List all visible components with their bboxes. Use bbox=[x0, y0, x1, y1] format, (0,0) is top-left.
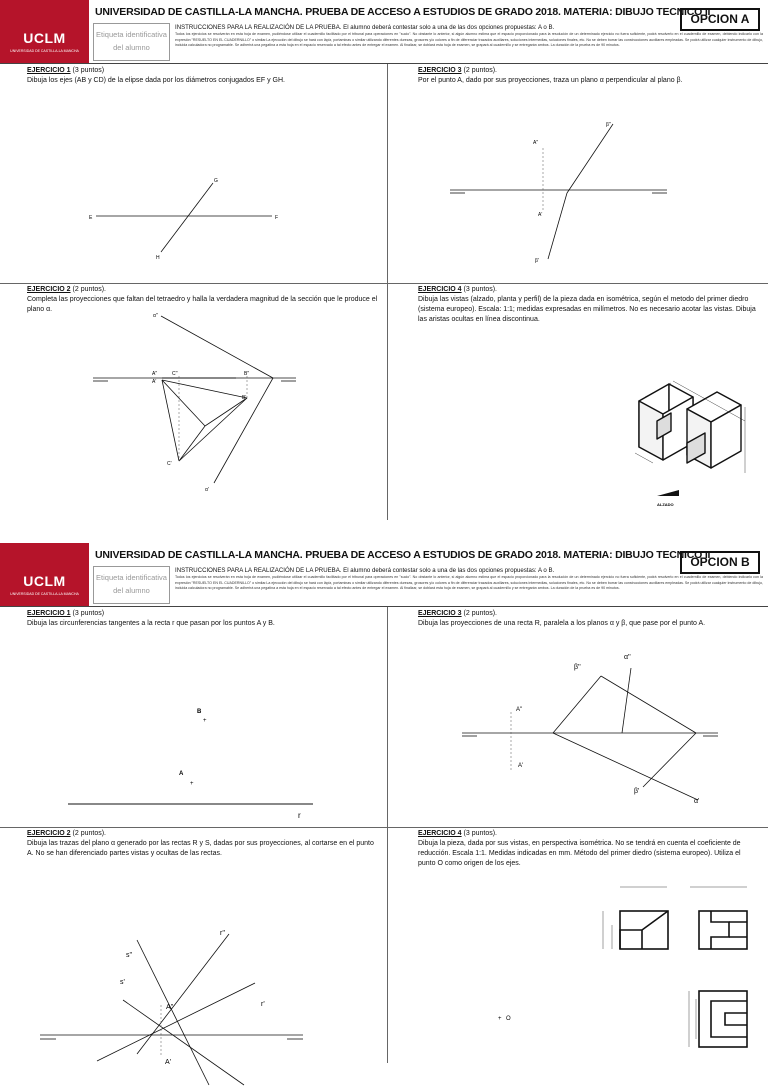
plane-traces-diagram bbox=[0, 827, 387, 1088]
uclm-logo bbox=[0, 543, 89, 606]
point-a1-label: A' bbox=[165, 1059, 172, 1066]
beta2-label: β'' bbox=[574, 664, 581, 671]
exercise-heading: EJERCICIO 2 bbox=[27, 830, 71, 837]
instructions-body: Todos los ejercicios se resolverán en esta hoja de examen, pudiéndose utilizar el cuadernillo facilitado por el tribunal para operaciones en "sucio". No obstante lo anterior, si algún alumno estima que el espacio proporcionado para la resolución de un determinado ejercicio no fuera suficiente, podrá resolverlo en el cuadernillo de examen, debiendo indicarlo con la expresión "RESUELTO EN EL CUADERNILLO" o similar.La ejecución del dibujo se hará con lápiz, portaminas o similar utilizando diferentes durezas, grosores y/o colores a fin de diferenciar trazados auxiliares, soluciones intermedias, soluciones finales, etc. No se deben borrar las construcciones auxiliares empleadas. Se podrá utilizar cualquier instrumento de dibujo, incluida calculadora no programable. Se adherirá una pegatina a esta hoja en el espacio reservado a tal efecto antes de entregar el examen. Al finalizar, se doblará esta hoja de examen, se grapará al cuadernillo y se entregarán ambos. La duración de la prueba es de 90 minutos. bbox=[175, 32, 763, 48]
tetrahedron-diagram bbox=[0, 283, 387, 520]
exercise-points: (3 puntos). bbox=[463, 286, 497, 293]
point-b1-label: B' bbox=[242, 395, 247, 401]
exam-title: UNIVERSIDAD DE CASTILLA-LA MANCHA. PRUEBA DE ACCESO A ESTUDIOS DE GRADO 2018. MATERIA: DIBUJO TECNICO II bbox=[95, 6, 711, 18]
alzado-arrow bbox=[657, 490, 679, 496]
exercise-points: (2 puntos). bbox=[463, 610, 497, 617]
alpha2-label: α'' bbox=[624, 654, 631, 661]
exercise-statement: Dibuja las trazas del plano α generado por las rectas R y S, dadas por sus proyecciones, al cortarse en el punto A. No se han diferenciado partes vistas y ocultas de las rectas. bbox=[27, 840, 374, 857]
plane-perpendicular-diagram bbox=[387, 64, 768, 283]
option-badge: OPCION A bbox=[680, 8, 760, 31]
origin-o-label: O bbox=[506, 1016, 511, 1022]
logo-text: UCLM bbox=[23, 573, 66, 589]
point-c1-label: C' bbox=[167, 461, 172, 467]
point-f-label: F bbox=[275, 215, 279, 221]
exercise-statement: Dibuja los ejes (AB y CD) de la elipse dada por los diámetros conjugados EF y GH. bbox=[27, 77, 285, 84]
point-h-label: H bbox=[156, 255, 160, 261]
point-a2-label: A'' bbox=[533, 140, 539, 146]
ellipse-diagram bbox=[0, 64, 387, 283]
exam-sheet-option-a bbox=[0, 0, 768, 520]
exercise-heading: EJERCICIO 1 bbox=[27, 67, 71, 74]
exercise-statement: Dibuja las circunferencias tangentes a la recta r que pasan por los puntos A y B. bbox=[27, 620, 275, 627]
orthographic-views-drawing bbox=[387, 827, 768, 1088]
point-e-label: E bbox=[89, 215, 93, 221]
student-label-box: Etiqueta identificativa del alumno bbox=[93, 23, 170, 61]
beta1-label: β' bbox=[535, 258, 539, 264]
alpha2-label: α'' bbox=[153, 313, 158, 319]
option-badge: OPCION B bbox=[680, 551, 760, 574]
exam-title: UNIVERSIDAD DE CASTILLA-LA MANCHA. PRUEBA DE ACCESO A ESTUDIOS DE GRADO 2018. MATERIA: DIBUJO TECNICO II bbox=[95, 549, 711, 561]
point-a2-label: A'' bbox=[516, 707, 523, 713]
exercise-points: (3 puntos) bbox=[72, 67, 105, 74]
instructions-title: INSTRUCCIONES PARA LA REALIZACIÓN DE LA PRUEBA. El alumno deberá contestar solo a una de las dos opciones propuestas: A o B. bbox=[175, 24, 555, 31]
uclm-logo bbox=[0, 0, 89, 63]
parallel-line-diagram bbox=[387, 607, 768, 827]
exercise-heading: EJERCICIO 1 bbox=[27, 610, 71, 617]
sheet-header bbox=[0, 543, 768, 607]
origin-marker: + bbox=[498, 1016, 502, 1022]
beta1-label: β' bbox=[634, 788, 640, 795]
exercise-statement: Dibuja las proyecciones de una recta R, paralela a los planos α y β, que pase por el punto A. bbox=[418, 620, 706, 627]
top-view bbox=[699, 991, 747, 1047]
exam-sheet-option-b bbox=[0, 543, 768, 1066]
point-b-marker: + bbox=[203, 718, 207, 724]
exercise-points: (2 puntos). bbox=[72, 830, 106, 837]
point-a-label: A bbox=[179, 771, 184, 777]
alpha1-label: α' bbox=[205, 487, 209, 493]
side-view bbox=[699, 911, 747, 949]
s1-label: s' bbox=[120, 979, 125, 986]
logo-subtext: UNIVERSIDAD DE CASTILLA-LA MANCHA bbox=[10, 592, 79, 596]
exercise-heading: EJERCICIO 2 bbox=[27, 286, 71, 293]
point-a2-label: A'' bbox=[166, 1004, 174, 1011]
instructions-body: Todos los ejercicios se resolverán en esta hoja de examen, pudiéndose utilizar el cuadernillo facilitado por el tribunal para operaciones en "sucio". No obstante lo anterior, si algún alumno estima que el espacio proporcionado para la resolución de un determinado ejercicio no fuera suficiente, podrá resolverlo en el cuadernillo de examen, debiendo indicarlo con la expresión "RESUELTO EN EL CUADERNILLO" o similar.La ejecución del dibujo se hará con lápiz, portaminas o similar utilizando diferentes durezas, grosores y/o colores a fin de diferenciar trazados auxiliares, soluciones intermedias, soluciones finales, etc. No se deben borrar las construcciones auxiliares empleadas. Se podrá utilizar cualquier instrumento de dibujo, incluida calculadora no programable. Se adherirá una pegatina a esta hoja en el espacio reservado a tal efecto antes de entregar el examen. Al finalizar, se doblará esta hoja de examen, se grapará al cuadernillo y se entregarán ambos. La duración de la prueba es de 90 minutos. bbox=[175, 575, 763, 591]
point-a1-label: A' bbox=[152, 379, 157, 385]
logo-subtext: UNIVERSIDAD DE CASTILLA-LA MANCHA bbox=[10, 49, 79, 53]
line-r-label: r bbox=[298, 811, 301, 820]
logo-text: UCLM bbox=[23, 30, 66, 46]
point-b2-label: B'' bbox=[244, 371, 250, 377]
sheet-header bbox=[0, 0, 768, 64]
point-g-label: G bbox=[214, 178, 218, 184]
point-c2-label: C'' bbox=[172, 371, 178, 377]
alzado-label: ALZADO bbox=[657, 502, 674, 507]
questions-grid bbox=[0, 607, 768, 1066]
point-a2-label: A'' bbox=[152, 371, 158, 377]
exercise-points: (3 puntos). bbox=[463, 830, 497, 837]
r2-label: r'' bbox=[220, 930, 226, 937]
r1-label: r' bbox=[261, 1001, 265, 1008]
isometric-part-drawing bbox=[387, 283, 768, 520]
exercise-points: (3 puntos) bbox=[72, 610, 105, 617]
exercise-heading: EJERCICIO 3 bbox=[418, 67, 462, 74]
s2-label: s'' bbox=[126, 952, 133, 959]
exercise-statement: Completa las proyecciones que faltan del tetraedro y halla la verdadera magnitud de la sección que le produce el plano α. bbox=[27, 296, 378, 313]
beta2-label: β'' bbox=[606, 122, 611, 128]
exercise-points: (2 puntos). bbox=[463, 67, 497, 74]
exercise-heading: EJERCICIO 3 bbox=[418, 610, 462, 617]
exercise-points: (2 puntos). bbox=[72, 286, 106, 293]
point-a1-label: A' bbox=[538, 212, 543, 218]
point-a1-label: A' bbox=[518, 763, 524, 769]
exercise-heading: EJERCICIO 4 bbox=[418, 286, 462, 293]
point-a-marker: + bbox=[190, 781, 194, 787]
tangent-circles-diagram bbox=[0, 607, 387, 827]
alpha1-label: α' bbox=[694, 798, 700, 805]
exercise-statement: Por el punto A, dado por sus proyecciones, traza un plano α perpendicular al plano β. bbox=[418, 77, 683, 84]
front-view bbox=[620, 911, 668, 949]
exercise-statement: Dibuja las vistas (alzado, planta y perfil) de la pieza dada en isométrica, según el metodo del primer diedro (sistema europeo). Escala: 1:1; medidas expresadas en milímetros. No es necesario acotar las vistas. Dibuja las aristas ocultas en línea discontinua. bbox=[418, 296, 756, 323]
instructions-title: INSTRUCCIONES PARA LA REALIZACIÓN DE LA PRUEBA. El alumno deberá contestar solo a una de las dos opciones propuestas: A o B. bbox=[175, 567, 555, 574]
exercise-heading: EJERCICIO 4 bbox=[418, 830, 462, 837]
student-label-box: Etiqueta identificativa del alumno bbox=[93, 566, 170, 604]
exercise-statement: Dibuja la pieza, dada por sus vistas, en perspectiva isométrica. No se tendrá en cuenta el coeficiente de reducción. Escala 1:1. Medidas indicadas en mm. Método del primer diedro (sistema europeo). Utiliza el punto O como origen de los ejes. bbox=[418, 840, 741, 867]
questions-grid bbox=[0, 64, 768, 520]
point-b-label: B bbox=[197, 709, 202, 715]
